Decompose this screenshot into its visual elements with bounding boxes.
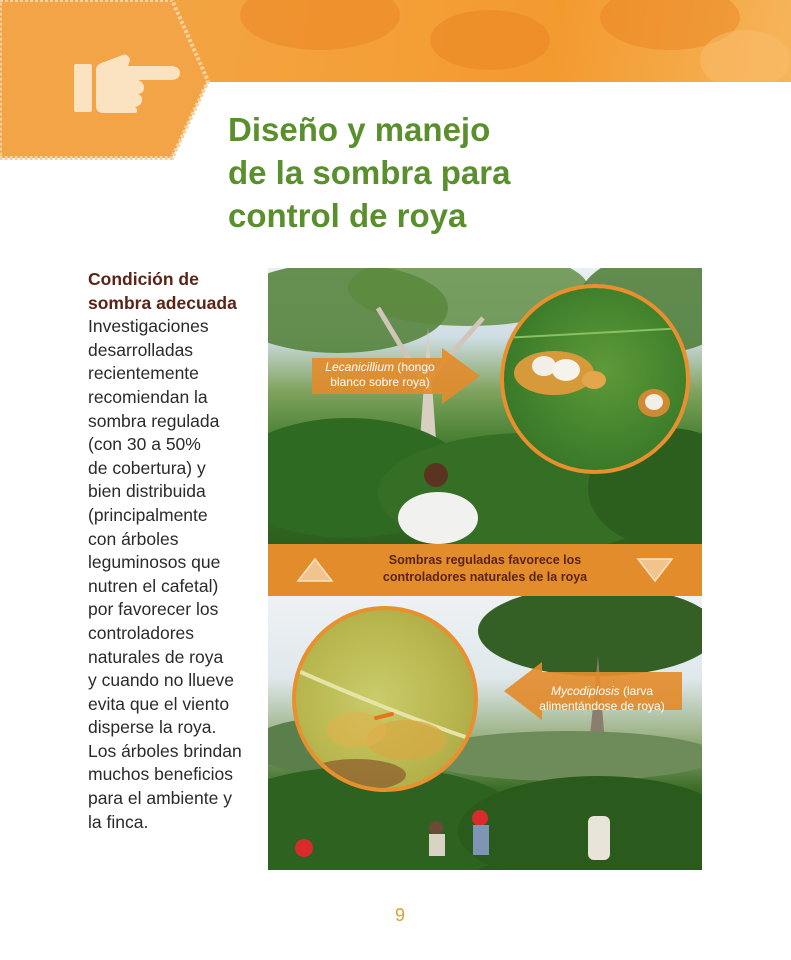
band-line: controladores naturales de la roya xyxy=(382,570,588,584)
paragraph-line: con árboles xyxy=(88,528,179,549)
title-line: control de roya xyxy=(228,197,467,234)
body-text xyxy=(88,268,266,834)
paragraph-line: bien distribuida xyxy=(88,481,206,502)
pointing-hand-icon xyxy=(74,50,184,114)
caption-text: blanco sobre roya) xyxy=(330,375,430,389)
lecanicillium-caption xyxy=(316,360,444,390)
title-line: de la sombra para xyxy=(228,154,511,191)
top-photo xyxy=(268,268,702,544)
paragraph-line: desarrolladas xyxy=(88,339,194,360)
paragraph-line: la finca. xyxy=(88,811,149,832)
paragraph-line: recientemente xyxy=(88,363,199,384)
lecanicillium-zoom xyxy=(500,284,690,474)
paragraph-line: leguminosos que xyxy=(88,552,221,573)
paragraph-line: sombra regulada xyxy=(88,410,220,431)
bottom-photo xyxy=(268,596,702,870)
paragraph-line: de cobertura) y xyxy=(88,457,206,478)
caption-italic: Mycodiplosis xyxy=(550,684,620,698)
caption-italic: Lecanicillium xyxy=(325,360,394,374)
paragraph-line: nutren el cafetal) xyxy=(88,575,219,596)
paragraph-line: por favorecer los xyxy=(88,599,219,620)
caption-text: alimentándose de roya) xyxy=(539,699,665,713)
paragraph-line: muchos beneficios xyxy=(88,764,233,785)
mycodiplosis-zoom xyxy=(292,606,478,792)
paragraph-line: y cuando no llueve xyxy=(88,670,234,691)
paragraph-line: disperse la roya. xyxy=(88,717,217,738)
title-line: Diseño y manejo xyxy=(228,111,491,148)
paragraph-line: (con 30 a 50% xyxy=(88,434,201,455)
band-line: Sombras reguladas favorece los xyxy=(388,553,582,567)
leaf-rust-spots xyxy=(504,288,686,470)
paragraph-line: Investigaciones xyxy=(88,316,209,337)
subheading-line: Condición de xyxy=(88,269,199,289)
page-title xyxy=(228,108,768,237)
paragraph-line: controladores xyxy=(88,622,195,643)
mycodiplosis-caption xyxy=(526,684,678,714)
caption-text: (larva xyxy=(619,684,654,698)
leaf-larva-detail xyxy=(296,610,474,788)
band-caption xyxy=(338,552,632,586)
caption-text: (hongo xyxy=(394,360,435,374)
caption-band xyxy=(268,544,702,596)
subheading-line: sombra adecuada xyxy=(88,292,237,313)
paragraph-line: evita que el viento xyxy=(88,693,230,714)
paragraph-line: naturales de roya xyxy=(88,646,224,667)
paragraph-line: Los árboles brindan xyxy=(88,740,242,761)
paragraph-line: (principalmente xyxy=(88,504,208,525)
coffee-shade-figure xyxy=(268,268,702,870)
page-number: 9 xyxy=(394,905,405,925)
paragraph-line: recomiendan la xyxy=(88,386,208,407)
triangle-down-icon xyxy=(636,557,674,583)
paragraph-line: para el ambiente y xyxy=(88,788,232,809)
triangle-up-icon xyxy=(296,557,334,583)
